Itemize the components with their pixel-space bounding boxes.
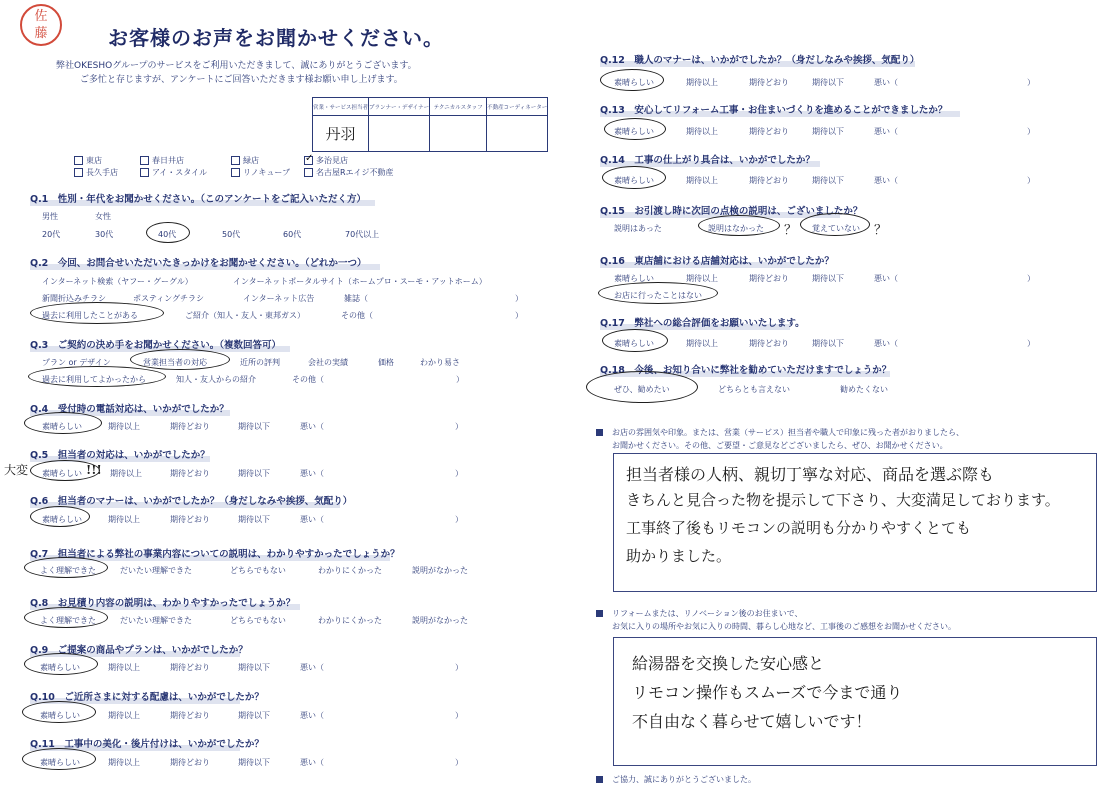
q13-answer-circle xyxy=(604,118,666,140)
q3-option-friend[interactable]: 知人・友人からの紹介 xyxy=(176,375,256,384)
q14-title: Q.14 工事の仕上がり具合は、いかがでしたか？ xyxy=(600,155,815,166)
q2-option-posting[interactable]: ポスティングチラシ xyxy=(133,294,205,303)
comment2-prompt-line-1: リフォームまたは、リノベーション後のお住まいで、 xyxy=(612,609,803,618)
q2-option-referral[interactable]: ご紹介（知人・友人・東邦ガス） xyxy=(185,311,305,320)
q17-rating-excellent[interactable]: 素晴らしい xyxy=(614,339,654,348)
q3-answer-circle-2 xyxy=(28,366,166,387)
comment2-prompt-line-2: お気に入りの場所やお気に入りの時間、暮らし心地など、工事後のご感想をお聞かせください。 xyxy=(612,622,956,631)
q13-rating-as-expected[interactable]: 期待どおり xyxy=(749,127,789,136)
store-checkbox-tajimi[interactable]: ✓ 多治見店 xyxy=(305,153,348,165)
q15-title: Q.15 お引渡し時に次回の点検の説明は、ございましたか？ xyxy=(600,206,863,217)
q16-rating-below[interactable]: 期待以下 xyxy=(812,274,844,283)
q2-option-magazine[interactable]: 雑誌（ xyxy=(344,294,368,303)
page-title: お客様のお声をお聞かせください。 xyxy=(108,26,444,50)
q4-answer-circle xyxy=(24,412,102,434)
q3-other-close: ） xyxy=(456,375,464,384)
q18-option-not-recommend[interactable]: 勧めたくない xyxy=(840,385,888,394)
q7-option-mostly[interactable]: だいたい理解できた xyxy=(120,566,192,575)
store-checkbox-istyle[interactable]: アイ・スタイル xyxy=(140,167,207,178)
q11-rating-excellent[interactable]: 素晴らしい xyxy=(40,758,80,767)
q9-rating-as-expected[interactable]: 期待どおり xyxy=(170,663,210,672)
staff-value-realestate xyxy=(487,116,548,152)
q5-rating-bad[interactable]: 悪い（ xyxy=(300,469,324,478)
q2-option-past-use[interactable]: 過去に利用したことがある xyxy=(42,311,138,320)
q11-rating-close: ） xyxy=(455,758,463,767)
store-checkbox-nagakute[interactable]: 長久手店 xyxy=(74,167,118,178)
q10-rating-excellent[interactable]: 素晴らしい xyxy=(40,711,80,720)
q11-title: Q.11 工事中の美化・後片付けは、いかがでしたか？ xyxy=(30,739,264,750)
comment1-line-2: きちんと見合った物を提示して下さり、大変満足しております。 xyxy=(626,491,1060,509)
q1-age-60s[interactable]: 60代 xyxy=(283,230,302,239)
q5-rating-below[interactable]: 期待以下 xyxy=(238,469,270,478)
q8-title: Q.8 お見積り内容の説明は、わかりやすかったでしょうか？ xyxy=(30,598,296,609)
q16-rating-as-expected[interactable]: 期待どおり xyxy=(749,274,789,283)
q11-answer-circle xyxy=(22,748,96,770)
q4-title: Q.4 受付時の電話対応は、いかがでしたか？ xyxy=(30,404,229,415)
comment1-prompt-line-2: お聞かせください。その他、ご要望・ご意見などございましたら、ぜひ、お聞かせください。 xyxy=(612,441,948,450)
store-checkbox-midori[interactable]: 緑店 xyxy=(231,155,259,166)
q2-option-netad[interactable]: インターネット広告 xyxy=(243,294,315,303)
q5-rating-as-expected[interactable]: 期待どおり xyxy=(170,469,210,478)
q1-age-70s[interactable]: 70代以上 xyxy=(345,230,380,239)
q15-answer-circle-1 xyxy=(698,215,780,236)
q12-title: Q.12 職人のマナーは、いかがでしたか？（身だしなみや挨拶、気配り） xyxy=(600,55,920,66)
q15-option-explained[interactable]: 説明はあった xyxy=(614,224,662,233)
thanks-text: ご協力、誠にありがとうございました。 xyxy=(612,775,756,784)
q18-answer-circle xyxy=(586,371,698,403)
q11-rating-below[interactable]: 期待以下 xyxy=(238,758,270,767)
q3-answer-circle-1 xyxy=(130,349,230,370)
q16-rating-close: ） xyxy=(1027,274,1035,283)
q9-answer-circle xyxy=(24,653,98,675)
q1-answer-circle xyxy=(146,222,190,243)
q7-option-understood[interactable]: よく理解できた xyxy=(40,566,96,575)
q6-answer-circle xyxy=(30,506,90,527)
q16-rating-bad[interactable]: 悪い（ xyxy=(874,274,898,283)
staff-header-sales: 営業・サービス担当者 xyxy=(313,98,369,116)
q1-age-30s[interactable]: 30代 xyxy=(95,230,114,239)
q1-title: Q.1 性別・年代をお聞かせください。（このアンケートをご記入いただく方） xyxy=(30,194,366,205)
q17-rating-bad[interactable]: 悪い（ xyxy=(874,339,898,348)
q18-option-neither[interactable]: どちらとも言えない xyxy=(718,385,790,394)
q5-note-suffix: !!! xyxy=(86,463,102,477)
thanks-bullet xyxy=(596,776,603,783)
q5-rating-close: ） xyxy=(455,469,463,478)
staff-header-technical: テクニカルスタッフ xyxy=(430,98,487,116)
q2-title: Q.2 今回、お問合せいただいたきっかけをお聞かせください。（どれか一つ） xyxy=(30,258,367,269)
q3-option-track-record[interactable]: 会社の実績 xyxy=(308,358,348,367)
q13-rating-above[interactable]: 期待以上 xyxy=(686,127,718,136)
q8-option-understood[interactable]: よく理解できた xyxy=(40,616,96,625)
q3-option-other[interactable]: その他（ xyxy=(292,375,324,384)
q10-answer-circle xyxy=(22,701,96,723)
q3-option-sales-rep[interactable]: 営業担当者の対応 xyxy=(143,358,207,367)
q14-rating-below[interactable]: 期待以下 xyxy=(812,176,844,185)
q6-rating-bad[interactable]: 悪い（ xyxy=(300,515,324,524)
q2-option-portal[interactable]: インターネットポータルサイト（ホームプロ・スーモ・アットホーム） xyxy=(233,277,487,286)
intro-line-1: 弊社OKESHOグループのサービスをご利用いただきまして、誠にありがとうございます。 xyxy=(56,61,417,71)
q4-rating-bad[interactable]: 悪い（ xyxy=(300,422,324,431)
q7-option-unclear[interactable]: わかりにくかった xyxy=(318,566,382,575)
q2-magazine-close: ） xyxy=(515,294,523,303)
comment1-line-3: 工事終了後もリモコンの説明も分かりやすくとても xyxy=(626,519,972,537)
q7-title: Q.7 担当者による弊社の事業内容についての説明は、わかりやすかったでしょうか？ xyxy=(30,549,400,560)
q1-gender-female[interactable]: 女性 xyxy=(95,212,111,221)
q5-note-prefix: 大変 xyxy=(4,463,29,477)
q6-rating-above[interactable]: 期待以上 xyxy=(108,515,140,524)
q5-title: Q.5 担当者の対応は、いかがでしたか？ xyxy=(30,450,210,461)
q14-rating-above[interactable]: 期待以上 xyxy=(686,176,718,185)
comment1-line-4: 助かりました。 xyxy=(626,547,732,565)
q6-rating-as-expected[interactable]: 期待どおり xyxy=(170,515,210,524)
q5-rating-above[interactable]: 期待以上 xyxy=(110,469,142,478)
staff-value-technical xyxy=(430,116,487,152)
staff-header-realestate: 不動産コーディネーター xyxy=(487,98,548,116)
q3-option-plan[interactable]: プラン or デザイン xyxy=(42,358,111,367)
q14-rating-close: ） xyxy=(1027,176,1035,185)
q1-age-50s[interactable]: 50代 xyxy=(222,230,241,239)
q10-rating-as-expected[interactable]: 期待どおり xyxy=(170,711,210,720)
q3-option-past-good[interactable]: 過去に利用してよかったから xyxy=(42,375,146,384)
q15-mark-2: ？ xyxy=(874,223,888,238)
q12-rating-above[interactable]: 期待以上 xyxy=(686,78,718,87)
hanko-stamp xyxy=(20,4,62,46)
q13-rating-below[interactable]: 期待以下 xyxy=(812,127,844,136)
comment1-line-1: 担当者様の人柄、親切丁寧な対応、商品を選ぶ際も xyxy=(626,465,995,484)
q4-rating-close: ） xyxy=(455,422,463,431)
q2-other-close: ） xyxy=(515,311,523,320)
q9-rating-bad[interactable]: 悪い（ xyxy=(300,663,324,672)
q12-rating-below[interactable]: 期待以下 xyxy=(812,78,844,87)
comment2-bullet xyxy=(596,610,603,617)
q8-answer-circle xyxy=(24,607,108,628)
q4-rating-below[interactable]: 期待以下 xyxy=(238,422,270,431)
q14-rating-bad[interactable]: 悪い（ xyxy=(874,176,898,185)
q7-answer-circle xyxy=(24,557,108,578)
stamp-text: 佐藤 xyxy=(34,9,48,41)
q17-rating-above[interactable]: 期待以上 xyxy=(686,339,718,348)
q1-age-40s[interactable]: 40代 xyxy=(158,230,177,239)
q2-option-search[interactable]: インターネット検索（ヤフー・グーグル） xyxy=(42,277,193,286)
q4-rating-excellent[interactable]: 素晴らしい xyxy=(42,422,82,431)
staff-table xyxy=(312,97,548,152)
q13-title: Q.13 安心してリフォーム工事・お住まいづくりを進めることができましたか？ xyxy=(600,105,948,116)
q14-answer-circle xyxy=(602,166,666,189)
q12-rating-as-expected[interactable]: 期待どおり xyxy=(749,78,789,87)
q8-option-unclear[interactable]: わかりにくかった xyxy=(318,616,382,625)
q7-option-neutral[interactable]: どちらでもない xyxy=(230,566,286,575)
store-checkbox-r-age[interactable]: 名古屋Rエイジ不動産 xyxy=(304,167,394,178)
q6-rating-below[interactable]: 期待以下 xyxy=(238,515,270,524)
q18-title: Q.18 今後、お知り合いに弊社を勧めていただけますでしょうか？ xyxy=(600,365,892,376)
q17-rating-close: ） xyxy=(1027,339,1035,348)
q18-option-recommend[interactable]: ぜひ、勧めたい xyxy=(614,385,670,394)
q10-title: Q.10 ご近所さまに対する配慮は、いかがでしたか？ xyxy=(30,692,264,703)
q11-rating-bad[interactable]: 悪い（ xyxy=(300,758,324,767)
q4-rating-as-expected[interactable]: 期待どおり xyxy=(170,422,210,431)
q11-rating-above[interactable]: 期待以上 xyxy=(108,758,140,767)
q9-rating-above[interactable]: 期待以上 xyxy=(108,663,140,672)
q5-answer-circle xyxy=(30,460,100,481)
q3-option-clarity[interactable]: わかり易さ xyxy=(420,358,460,367)
q12-rating-bad[interactable]: 悪い（ xyxy=(874,78,898,87)
q6-rating-close: ） xyxy=(455,515,463,524)
comment2-line-2: リモコン操作もスムーズで今まで通り xyxy=(632,683,903,702)
q2-answer-circle xyxy=(30,302,164,324)
q16-title: Q.16 東店舗における店舗対応は、いかがでしたか？ xyxy=(600,256,834,267)
q9-rating-close: ） xyxy=(455,663,463,672)
q16-rating-above[interactable]: 期待以上 xyxy=(686,274,718,283)
q3-option-reputation[interactable]: 近所の評判 xyxy=(240,358,280,367)
q2-option-newspaper[interactable]: 新聞折込みチラシ xyxy=(42,294,106,303)
q8-option-neutral[interactable]: どちらでもない xyxy=(230,616,286,625)
store-checkbox-renocube[interactable]: リノキューブ xyxy=(231,167,290,178)
q17-rating-as-expected[interactable]: 期待どおり xyxy=(749,339,789,348)
q15-answer-circle-2 xyxy=(800,213,870,236)
store-checkbox-kasugai[interactable]: 春日井店 xyxy=(140,155,184,166)
q16-option-never-visited[interactable]: お店に行ったことはない xyxy=(614,291,702,300)
q7-option-none[interactable]: 説明がなかった xyxy=(412,566,468,575)
q13-rating-excellent[interactable]: 素晴らしい xyxy=(614,127,654,136)
q17-title: Q.17 弊社への総合評価をお願いいたします。 xyxy=(600,318,805,329)
q1-gender-male[interactable]: 男性 xyxy=(42,212,58,221)
q1-age-20s[interactable]: 20代 xyxy=(42,230,61,239)
q5-rating-excellent[interactable]: 素晴らしい xyxy=(42,469,82,478)
q12-answer-circle xyxy=(600,69,664,91)
store-checkbox-higashi[interactable]: 東店 xyxy=(74,155,102,166)
q8-option-mostly[interactable]: だいたい理解できた xyxy=(120,616,192,625)
q10-rating-bad[interactable]: 悪い（ xyxy=(300,711,324,720)
q3-title: Q.3 ご契約の決め手をお聞かせください。（複数回答可） xyxy=(30,340,282,351)
q2-option-other[interactable]: その他（ xyxy=(341,311,373,320)
q9-rating-below[interactable]: 期待以下 xyxy=(238,663,270,672)
q12-rating-excellent[interactable]: 素晴らしい xyxy=(614,78,654,87)
q9-rating-excellent[interactable]: 素晴らしい xyxy=(40,663,80,672)
comment1-bullet xyxy=(596,429,603,436)
q8-option-none[interactable]: 説明がなかった xyxy=(412,616,468,625)
q16-rating-excellent[interactable]: 素晴らしい xyxy=(614,274,654,283)
staff-value-planner xyxy=(369,116,430,152)
q3-option-price[interactable]: 価格 xyxy=(378,358,394,367)
q13-rating-bad[interactable]: 悪い（ xyxy=(874,127,898,136)
q16-answer-circle xyxy=(598,282,718,304)
q17-answer-circle xyxy=(602,329,668,352)
q14-rating-as-expected[interactable]: 期待どおり xyxy=(749,176,789,185)
q17-rating-below[interactable]: 期待以下 xyxy=(812,339,844,348)
q11-rating-as-expected[interactable]: 期待どおり xyxy=(170,758,210,767)
q10-rating-close: ） xyxy=(455,711,463,720)
q14-rating-excellent[interactable]: 素晴らしい xyxy=(614,176,654,185)
q10-rating-below[interactable]: 期待以下 xyxy=(238,711,270,720)
comment1-prompt-line-1: お店の雰囲気や印象。または、営業（サービス）担当者や職人で印象に残った者がおりましたら、 xyxy=(612,428,964,437)
q13-rating-close: ） xyxy=(1027,127,1035,136)
q4-rating-above[interactable]: 期待以上 xyxy=(108,422,140,431)
q15-option-not-remember[interactable]: 覚えていない xyxy=(812,224,860,233)
comment2-line-3: 不自由なく暮らせて嬉しいです！ xyxy=(632,712,872,731)
q12-rating-close: ） xyxy=(1027,78,1035,87)
q6-title: Q.6 担当者のマナーは、いかがでしたか？（身だしなみや挨拶、気配り） xyxy=(30,496,353,507)
staff-value-sales: 丹羽 xyxy=(313,116,369,152)
q15-mark-1: ？ xyxy=(784,223,798,238)
q10-rating-above[interactable]: 期待以上 xyxy=(108,711,140,720)
q9-title: Q.9 ご提案の商品やプランは、いかがでしたか？ xyxy=(30,645,248,656)
intro-line-2: ご多忙と存じますが、アンケートにご回答いただきます様お願い申し上げます。 xyxy=(80,75,403,85)
staff-header-planner: プランナー・デザイナー xyxy=(369,98,430,116)
q6-rating-excellent[interactable]: 素晴らしい xyxy=(42,515,82,524)
comment2-line-1: 給湯器を交換した安心感と xyxy=(632,654,825,673)
q15-option-not-explained[interactable]: 説明はなかった xyxy=(708,224,764,233)
